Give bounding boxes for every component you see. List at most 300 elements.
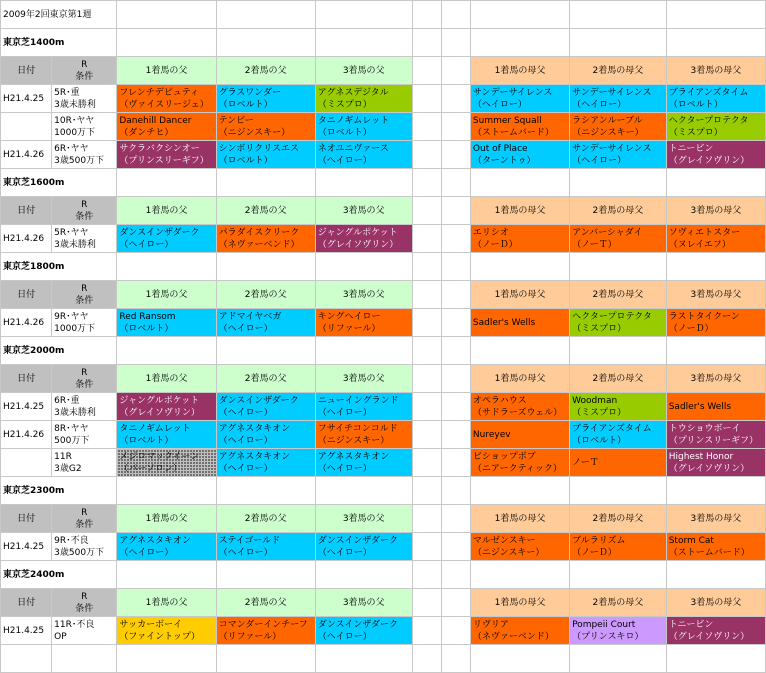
- header-row: [1, 365, 766, 393]
- empty-cell[interactable]: [441, 1, 470, 29]
- dam-sire-header[interactable]: 1着馬の母父: [470, 57, 569, 85]
- empty-cell[interactable]: [412, 253, 441, 281]
- sire-cell[interactable]: [315, 617, 412, 645]
- race-info-line: 6R･重: [54, 395, 80, 406]
- empty-cell[interactable]: [117, 337, 216, 365]
- empty-cell[interactable]: [1, 645, 52, 673]
- header-row: [1, 505, 766, 533]
- empty-cell[interactable]: [412, 29, 441, 57]
- sire-cell-line: （ファイントップ）: [119, 631, 200, 642]
- race-header[interactable]: [52, 197, 117, 225]
- empty-cell[interactable]: [441, 421, 470, 449]
- empty-cell[interactable]: [570, 29, 667, 57]
- race-date[interactable]: [1, 449, 52, 477]
- course-row: [1, 253, 766, 281]
- sire-cell-line: フサイチコンコルド: [317, 423, 398, 434]
- sire-cell[interactable]: [315, 141, 412, 169]
- empty-cell[interactable]: [441, 589, 470, 617]
- race-row: [1, 113, 766, 141]
- sire-cell[interactable]: [315, 113, 412, 141]
- sire-cell-line: アグネスタキオン: [218, 451, 291, 462]
- dam-sire-cell[interactable]: [666, 393, 765, 421]
- empty-cell[interactable]: [412, 645, 441, 673]
- empty-cell[interactable]: [52, 645, 117, 673]
- sire-cell-line: （ヘイロー）: [218, 407, 273, 418]
- dam-sire-cell-line: ラシアンルーブル: [572, 115, 643, 126]
- race-info-line: 3歳500万下: [54, 547, 105, 558]
- empty-cell[interactable]: [216, 29, 315, 57]
- race-header[interactable]: [52, 281, 117, 309]
- empty-cell[interactable]: [441, 337, 470, 365]
- sire-cell[interactable]: [315, 533, 412, 561]
- race-info[interactable]: [52, 393, 117, 421]
- dam-sire-cell[interactable]: [666, 113, 765, 141]
- dam-sire-header[interactable]: 2着馬の母父: [570, 281, 667, 309]
- dam-sire-cell[interactable]: [570, 421, 667, 449]
- dam-sire-cell[interactable]: [666, 141, 765, 169]
- sire-cell-line: ダンスインザダーク: [119, 227, 200, 238]
- empty-cell[interactable]: [315, 169, 412, 197]
- sire-cell[interactable]: [315, 225, 412, 253]
- empty-cell[interactable]: [315, 29, 412, 57]
- dam-sire-cell-line: Pompeii Court: [572, 619, 636, 630]
- dam-sire-header[interactable]: 1着馬の母父: [470, 197, 569, 225]
- empty-cell[interactable]: [441, 225, 470, 253]
- sire-header[interactable]: 3着馬の父: [315, 505, 412, 533]
- sire-cell[interactable]: [216, 533, 315, 561]
- empty-cell[interactable]: [570, 1, 667, 29]
- sire-header[interactable]: 1着馬の父: [117, 197, 216, 225]
- empty-cell[interactable]: [117, 477, 216, 505]
- dam-sire-cell[interactable]: [470, 225, 569, 253]
- empty-cell[interactable]: [315, 1, 412, 29]
- header-row: [1, 281, 766, 309]
- race-info[interactable]: [52, 225, 117, 253]
- sire-cell-line: ジャングルポケット: [317, 227, 398, 238]
- race-header[interactable]: [52, 505, 117, 533]
- sire-cell[interactable]: [117, 617, 216, 645]
- empty-cell[interactable]: [216, 169, 315, 197]
- empty-cell[interactable]: [441, 141, 470, 169]
- dam-sire-cell[interactable]: [666, 533, 765, 561]
- empty-cell[interactable]: [216, 1, 315, 29]
- date-header[interactable]: 日付: [1, 57, 52, 85]
- race-info-line: 11R: [54, 451, 72, 462]
- dam-sire-cell[interactable]: [570, 449, 667, 477]
- empty-cell[interactable]: [216, 645, 315, 673]
- race-date[interactable]: H21.4.25: [1, 617, 52, 645]
- empty-cell[interactable]: [412, 449, 441, 477]
- sire-header[interactable]: 1着馬の父: [117, 505, 216, 533]
- date-header[interactable]: 日付: [1, 589, 52, 617]
- sire-cell[interactable]: [315, 421, 412, 449]
- sire-cell[interactable]: [315, 85, 412, 113]
- empty-cell[interactable]: [470, 645, 569, 673]
- empty-cell[interactable]: [117, 1, 216, 29]
- empty-cell[interactable]: [412, 225, 441, 253]
- race-info-line: 5R･重: [54, 87, 80, 98]
- empty-cell[interactable]: [412, 337, 441, 365]
- empty-cell[interactable]: [666, 1, 765, 29]
- sire-header[interactable]: 3着馬の父: [315, 365, 412, 393]
- empty-cell[interactable]: [441, 393, 470, 421]
- race-info-line: 3歳未勝利: [54, 407, 96, 418]
- empty-cell[interactable]: [412, 57, 441, 85]
- dam-sire-cell-line: トニービン: [668, 619, 714, 630]
- empty-cell[interactable]: [441, 505, 470, 533]
- dam-sire-cell[interactable]: [666, 309, 765, 337]
- empty-cell[interactable]: [315, 645, 412, 673]
- dam-sire-cell-line: （グレイソヴリン）: [668, 631, 750, 642]
- empty-cell[interactable]: [441, 57, 470, 85]
- race-info[interactable]: [52, 449, 117, 477]
- empty-cell[interactable]: [666, 561, 765, 589]
- dam-sire-cell[interactable]: [570, 309, 667, 337]
- sire-cell[interactable]: [216, 309, 315, 337]
- race-info[interactable]: [52, 85, 117, 113]
- course-name[interactable]: 東京芝2300m: [1, 477, 117, 505]
- sire-cell-line: （ロベルト）: [218, 155, 273, 166]
- dam-sire-cell[interactable]: [470, 85, 569, 113]
- sire-cell-line: （ネヴァーベンド）: [218, 239, 300, 250]
- empty-cell[interactable]: [441, 477, 470, 505]
- sire-cell[interactable]: [216, 85, 315, 113]
- empty-cell[interactable]: [666, 477, 765, 505]
- empty-cell[interactable]: [117, 169, 216, 197]
- empty-cell[interactable]: [412, 505, 441, 533]
- dam-sire-header[interactable]: 3着馬の母父: [666, 57, 765, 85]
- empty-cell[interactable]: [412, 1, 441, 29]
- sire-cell-line: （ロベルト）: [317, 127, 372, 138]
- sire-cell-line: （ロベルト）: [218, 99, 273, 110]
- empty-cell[interactable]: [412, 617, 441, 645]
- empty-cell[interactable]: [570, 253, 667, 281]
- dam-sire-cell[interactable]: [570, 225, 667, 253]
- race-info-line: 10R･ヤヤ: [54, 115, 95, 126]
- empty-cell[interactable]: [570, 561, 667, 589]
- empty-cell[interactable]: [441, 29, 470, 57]
- sire-header[interactable]: 2着馬の父: [216, 281, 315, 309]
- date-header[interactable]: 日付: [1, 281, 52, 309]
- empty-cell[interactable]: [441, 617, 470, 645]
- sire-cell-line: （プリンスリーギフ）: [119, 155, 209, 166]
- sire-header[interactable]: 2着馬の父: [216, 57, 315, 85]
- sire-cell[interactable]: [216, 617, 315, 645]
- empty-cell[interactable]: [412, 85, 441, 113]
- race-date[interactable]: H21.4.25: [1, 533, 52, 561]
- sire-cell-line: ステイゴールド: [218, 535, 281, 546]
- dam-sire-cell[interactable]: [666, 449, 765, 477]
- course-row: [1, 29, 766, 57]
- empty-cell[interactable]: [315, 477, 412, 505]
- empty-cell[interactable]: [412, 421, 441, 449]
- race-row: [1, 449, 766, 477]
- race-header[interactable]: [52, 365, 117, 393]
- course-name[interactable]: 東京芝2000m: [1, 337, 117, 365]
- empty-cell[interactable]: [441, 449, 470, 477]
- empty-cell[interactable]: [412, 533, 441, 561]
- course-name[interactable]: 東京芝2400m: [1, 561, 117, 589]
- empty-cell[interactable]: [315, 337, 412, 365]
- empty-cell[interactable]: [441, 645, 470, 673]
- empty-cell[interactable]: [441, 253, 470, 281]
- dam-sire-header[interactable]: 1着馬の母父: [470, 505, 569, 533]
- sire-cell[interactable]: [117, 393, 216, 421]
- empty-cell[interactable]: [570, 645, 667, 673]
- empty-cell[interactable]: [441, 85, 470, 113]
- empty-cell[interactable]: [412, 365, 441, 393]
- empty-cell[interactable]: [666, 645, 765, 673]
- empty-cell[interactable]: [666, 29, 765, 57]
- dam-sire-cell-line: （グレイソヴリン）: [668, 155, 750, 166]
- dam-sire-header[interactable]: 3着馬の母父: [666, 281, 765, 309]
- course-name[interactable]: 東京芝1400m: [1, 29, 117, 57]
- race-info[interactable]: [52, 141, 117, 169]
- race-header-line: R: [81, 283, 88, 294]
- dam-sire-cell-line: Nureyev: [472, 429, 511, 440]
- dam-sire-header[interactable]: 3着馬の母父: [666, 505, 765, 533]
- sire-cell[interactable]: [117, 309, 216, 337]
- empty-cell[interactable]: [666, 337, 765, 365]
- race-info[interactable]: [52, 309, 117, 337]
- empty-cell[interactable]: [441, 533, 470, 561]
- empty-cell[interactable]: [441, 197, 470, 225]
- empty-cell[interactable]: [570, 337, 667, 365]
- race-info[interactable]: [52, 617, 117, 645]
- empty-cell[interactable]: [441, 365, 470, 393]
- race-date[interactable]: [1, 113, 52, 141]
- dam-sire-cell-line: （ストームバード）: [472, 127, 554, 138]
- sire-header[interactable]: 1着馬の父: [117, 365, 216, 393]
- dam-sire-cell-line: （ネヴァーベンド）: [472, 631, 554, 642]
- dam-sire-cell[interactable]: [570, 113, 667, 141]
- race-info-line: 6R･ヤヤ: [54, 143, 89, 154]
- race-info-line: 1000万下: [54, 323, 96, 334]
- dam-sire-cell-line: （ロベルト）: [572, 435, 627, 446]
- race-info[interactable]: [52, 533, 117, 561]
- dam-sire-cell[interactable]: [570, 393, 667, 421]
- sire-header[interactable]: 3着馬の父: [315, 589, 412, 617]
- sheet-title[interactable]: 2009年2回東京第1週: [1, 1, 117, 29]
- race-header-line: 条件: [75, 379, 94, 390]
- sire-cell[interactable]: [117, 449, 216, 477]
- race-date[interactable]: H21.4.26: [1, 421, 52, 449]
- race-info-line: 8R･ヤヤ: [54, 423, 89, 434]
- empty-cell[interactable]: [117, 645, 216, 673]
- dam-sire-cell-line: （ニアークティック）: [472, 463, 562, 474]
- dam-sire-header[interactable]: 1着馬の母父: [470, 589, 569, 617]
- dam-sire-cell[interactable]: [570, 141, 667, 169]
- empty-cell[interactable]: [412, 197, 441, 225]
- dam-sire-header[interactable]: 1着馬の母父: [470, 365, 569, 393]
- dam-sire-cell-line: （ノーＤ）: [668, 323, 714, 334]
- dam-sire-cell[interactable]: [666, 225, 765, 253]
- date-header[interactable]: 日付: [1, 197, 52, 225]
- sire-cell-line: （ロベルト）: [119, 435, 174, 446]
- sire-cell[interactable]: [117, 113, 216, 141]
- dam-sire-cell-line: サンデーサイレンス: [472, 87, 553, 98]
- race-date[interactable]: H21.4.25: [1, 85, 52, 113]
- race-header-line: 条件: [75, 295, 94, 306]
- sire-cell-line: サッカーボーイ: [119, 619, 183, 630]
- race-info[interactable]: [52, 421, 117, 449]
- sire-cell[interactable]: [117, 85, 216, 113]
- dam-sire-cell-line: オペラハウス: [472, 395, 527, 406]
- sire-header[interactable]: 2着馬の父: [216, 505, 315, 533]
- sire-cell[interactable]: [117, 225, 216, 253]
- dam-sire-header[interactable]: 1着馬の母父: [470, 281, 569, 309]
- course-row: [1, 477, 766, 505]
- empty-cell[interactable]: [570, 477, 667, 505]
- empty-cell[interactable]: [441, 169, 470, 197]
- sire-cell[interactable]: [117, 533, 216, 561]
- dam-sire-cell-line: ブライアンズタイム: [572, 423, 652, 434]
- dam-sire-cell-line: エリシオ: [472, 227, 509, 238]
- empty-cell[interactable]: [216, 253, 315, 281]
- empty-cell[interactable]: [117, 561, 216, 589]
- empty-cell[interactable]: [412, 561, 441, 589]
- dam-sire-cell-line: Woodman: [572, 395, 618, 406]
- empty-cell[interactable]: [441, 309, 470, 337]
- empty-cell[interactable]: [441, 561, 470, 589]
- course-name[interactable]: 東京芝1800m: [1, 253, 117, 281]
- sire-cell-line: タニノギムレット: [317, 115, 390, 126]
- race-date[interactable]: H21.4.25: [1, 393, 52, 421]
- empty-cell[interactable]: [412, 589, 441, 617]
- course-name[interactable]: 東京芝1600m: [1, 169, 117, 197]
- sire-header[interactable]: 2着馬の父: [216, 589, 315, 617]
- dam-sire-cell[interactable]: [570, 533, 667, 561]
- empty-cell[interactable]: [470, 29, 569, 57]
- sire-header[interactable]: 3着馬の父: [315, 197, 412, 225]
- empty-cell[interactable]: [470, 337, 569, 365]
- sire-cell[interactable]: [315, 393, 412, 421]
- sire-cell[interactable]: [216, 393, 315, 421]
- empty-cell[interactable]: [412, 393, 441, 421]
- sire-header[interactable]: 3着馬の父: [315, 57, 412, 85]
- empty-cell[interactable]: [470, 169, 569, 197]
- dam-sire-cell[interactable]: [470, 393, 569, 421]
- empty-cell[interactable]: [216, 561, 315, 589]
- sire-cell[interactable]: [117, 141, 216, 169]
- empty-cell[interactable]: [470, 477, 569, 505]
- empty-cell[interactable]: [441, 281, 470, 309]
- dam-sire-header[interactable]: 2着馬の母父: [570, 57, 667, 85]
- race-date[interactable]: H21.4.26: [1, 225, 52, 253]
- race-header[interactable]: [52, 589, 117, 617]
- race-info[interactable]: [52, 113, 117, 141]
- empty-cell[interactable]: [412, 141, 441, 169]
- sire-cell[interactable]: [216, 449, 315, 477]
- sire-cell-line: （ヘイロー）: [218, 323, 273, 334]
- empty-cell[interactable]: [470, 1, 569, 29]
- sire-header[interactable]: 1着馬の父: [117, 281, 216, 309]
- dam-sire-cell[interactable]: [666, 421, 765, 449]
- empty-cell[interactable]: [412, 309, 441, 337]
- sire-cell[interactable]: [216, 141, 315, 169]
- dam-sire-cell[interactable]: [666, 85, 765, 113]
- sire-header[interactable]: 2着馬の父: [216, 197, 315, 225]
- empty-cell[interactable]: [470, 253, 569, 281]
- empty-cell[interactable]: [412, 281, 441, 309]
- dam-sire-header[interactable]: 2着馬の母父: [570, 197, 667, 225]
- empty-cell[interactable]: [470, 561, 569, 589]
- dam-sire-header[interactable]: 2着馬の母父: [570, 505, 667, 533]
- dam-sire-header[interactable]: 3着馬の母父: [666, 197, 765, 225]
- sire-cell-line: シンボリクリスエス: [218, 143, 299, 154]
- dam-sire-cell-line: （プリンスリーギフ）: [668, 435, 759, 446]
- date-header[interactable]: 日付: [1, 365, 52, 393]
- empty-cell[interactable]: [216, 337, 315, 365]
- empty-cell[interactable]: [666, 169, 765, 197]
- dam-sire-cell-line: リヴリア: [472, 619, 509, 630]
- empty-cell[interactable]: [117, 29, 216, 57]
- empty-cell[interactable]: [412, 169, 441, 197]
- empty-cell[interactable]: [441, 113, 470, 141]
- dam-sire-cell[interactable]: [470, 449, 569, 477]
- date-header[interactable]: 日付: [1, 505, 52, 533]
- dam-sire-header[interactable]: 3着馬の母父: [666, 365, 765, 393]
- dam-sire-cell[interactable]: [666, 617, 765, 645]
- dam-sire-cell[interactable]: [470, 113, 569, 141]
- dam-sire-header[interactable]: 2着馬の母父: [570, 589, 667, 617]
- dam-sire-cell[interactable]: [470, 533, 569, 561]
- sire-cell-line: アグネスデジタル: [317, 87, 389, 98]
- dam-sire-cell[interactable]: [570, 617, 667, 645]
- empty-cell[interactable]: [666, 253, 765, 281]
- sire-header[interactable]: 2着馬の父: [216, 365, 315, 393]
- race-date[interactable]: H21.4.26: [1, 309, 52, 337]
- empty-cell[interactable]: [412, 113, 441, 141]
- dam-sire-cell-line: （ヘイロー）: [472, 99, 527, 110]
- dam-sire-cell-line: ブルラリズム: [572, 535, 626, 546]
- empty-cell[interactable]: [570, 169, 667, 197]
- dam-sire-header[interactable]: 2着馬の母父: [570, 365, 667, 393]
- empty-cell[interactable]: [315, 561, 412, 589]
- empty-cell[interactable]: [117, 253, 216, 281]
- sire-cell[interactable]: [216, 225, 315, 253]
- sire-cell[interactable]: [216, 421, 315, 449]
- sire-cell[interactable]: [315, 449, 412, 477]
- empty-cell[interactable]: [216, 477, 315, 505]
- empty-cell[interactable]: [412, 477, 441, 505]
- race-info-line: 1000万下: [54, 127, 96, 138]
- sire-cell[interactable]: [216, 113, 315, 141]
- sire-cell-line: （ヘイロー）: [218, 435, 273, 446]
- sire-cell[interactable]: [117, 421, 216, 449]
- dam-sire-cell[interactable]: [470, 421, 569, 449]
- sire-header[interactable]: 1着馬の父: [117, 589, 216, 617]
- race-date[interactable]: H21.4.26: [1, 141, 52, 169]
- dam-sire-cell-line: Highest Honor: [668, 451, 734, 462]
- sire-cell[interactable]: [315, 309, 412, 337]
- dam-sire-cell-line: （グレイソヴリン）: [668, 463, 750, 474]
- sire-cell-line: ジャングルポケット: [119, 395, 200, 406]
- sire-header[interactable]: 1着馬の父: [117, 57, 216, 85]
- dam-sire-cell[interactable]: [470, 617, 569, 645]
- dam-sire-cell-line: （ターントゥ）: [472, 155, 536, 166]
- dam-sire-cell[interactable]: [570, 85, 667, 113]
- sire-header[interactable]: 3着馬の父: [315, 281, 412, 309]
- race-header-line: 条件: [75, 519, 94, 530]
- race-header[interactable]: [52, 57, 117, 85]
- course-row: [1, 169, 766, 197]
- dam-sire-cell[interactable]: [470, 141, 569, 169]
- sire-cell-line: パラダイスクリーク: [218, 227, 300, 238]
- empty-cell[interactable]: [315, 253, 412, 281]
- dam-sire-header[interactable]: 3着馬の母父: [666, 589, 765, 617]
- dam-sire-cell[interactable]: [470, 309, 569, 337]
